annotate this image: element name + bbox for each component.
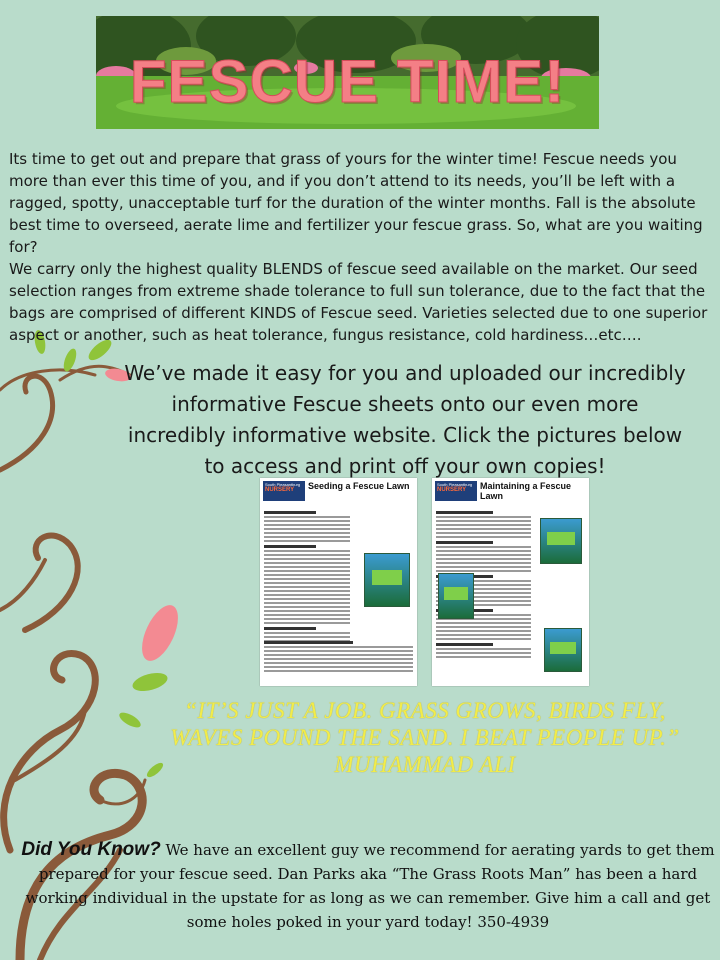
- intro-text: [9, 148, 714, 346]
- logo-name: NURSERY: [265, 487, 295, 493]
- header-banner: [96, 16, 599, 129]
- seed-bag-image: [540, 518, 582, 564]
- did-you-know-heading: Did You Know?: [21, 839, 161, 860]
- fertilizer-bag-image: [438, 573, 474, 619]
- quote-text: “IT’S JUST A JOB. GRASS GROWS, BIRDS FLY, WAVES POUND THE SAND. I BEAT PEOPLE UP.”: [170, 698, 680, 750]
- fertilizer-bag-image: [544, 628, 582, 672]
- seed-bag-image: [364, 553, 410, 607]
- did-you-know-text: [18, 838, 718, 934]
- quote-author: MUHAMMAD ALI: [334, 752, 516, 777]
- sheet-title: Maintaining a Fescue Lawn: [480, 481, 572, 501]
- sheet-footer-lines: [264, 638, 413, 674]
- website-callout: We’ve made it easy for you and uploaded our incredibly informative Fescue sheets onto our even more incredibly informative website. Click the pictures below to access and print off your own copies!: [124, 361, 686, 478]
- intro-paragraph-2: We carry only the highest quality BLENDS of fescue seed available on the market. Our seed selection ranges from extreme shade tolerance to full sun tolerance, due to the fact that the bags are comprised of different KINDS of Fescue seed. Varieties selected due to one superior aspect or another, such as heat tolerance, fungus resistance, cold hardiness…etc….: [9, 260, 708, 344]
- nursery-logo: [263, 481, 305, 501]
- nursery-logo: [435, 481, 477, 501]
- maintaining-fescue-sheet-link[interactable]: [432, 478, 589, 686]
- intro-paragraph-1: Its time to get out and prepare that grass of yours for the winter time! Fescue needs you more than ever this time of you, and if you don’t attend to its needs, you’ll be left with a ragged, spotty, unacceptable turf for the duration of the winter months. Fall is the absolute best time to overseed, aerate lime and fertilizer your fescue grass. So, what are you waiting for?: [9, 150, 703, 256]
- quote-block: [155, 697, 695, 778]
- sheet-title: Seeding a Fescue Lawn: [308, 481, 410, 491]
- page-title: FESCUE TIME!: [129, 48, 566, 115]
- seeding-fescue-sheet-link[interactable]: [260, 478, 417, 686]
- did-you-know-section: [18, 838, 718, 934]
- logo-subtitle: South Pleasantburg: [265, 482, 301, 487]
- logo-subtitle: South Pleasantburg: [437, 482, 473, 487]
- did-you-know-body: We have an excellent guy we recommend for aerating yards to get them prepared for your fescue seed. Dan Parks aka “The Grass Roots Man” has been a hard working individual in the upstate for as long as we can remember. Give him a call and get some holes poked in your yard today! 350-4939: [25, 841, 715, 931]
- logo-name: NURSERY: [437, 487, 467, 493]
- sheet-text-lines: [264, 508, 350, 644]
